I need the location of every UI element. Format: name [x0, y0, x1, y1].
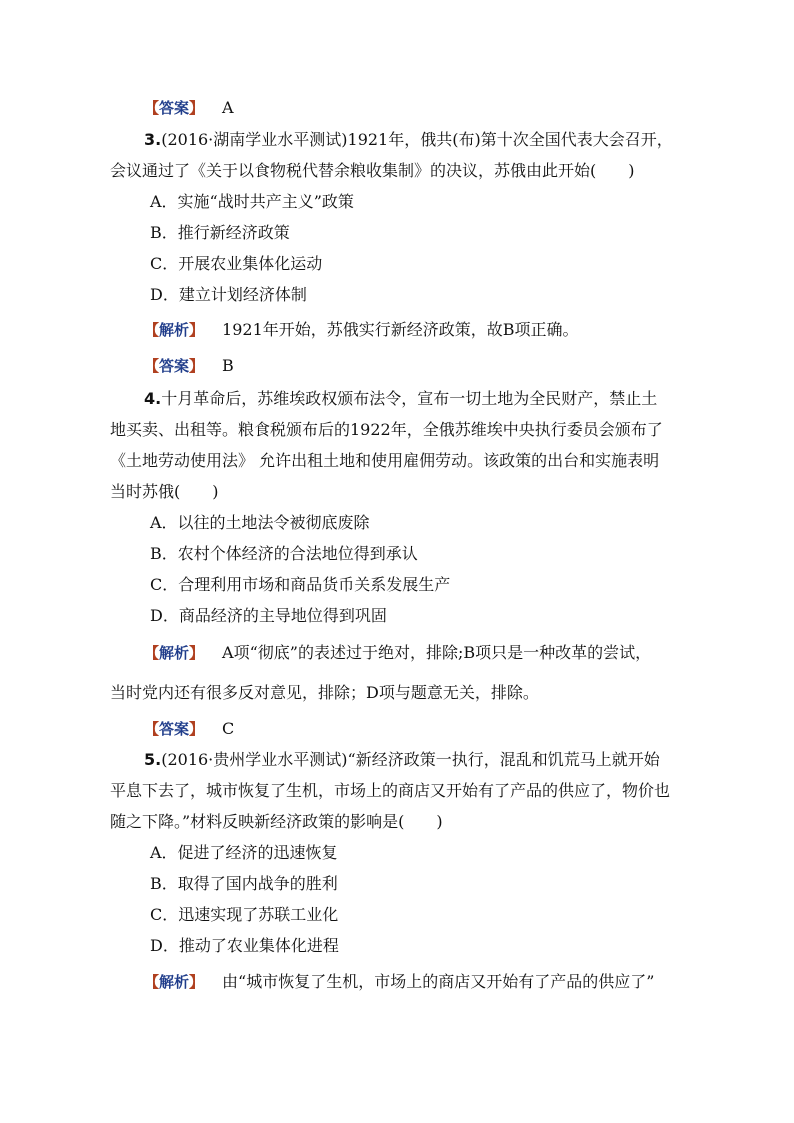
option-d: D．建立计划经济体制: [150, 285, 307, 304]
answer-label: 答案: [159, 99, 190, 117]
question-text: (2016·贵州学业水平测试)“新经济政策一执行，混乱和饥荒马上就开始: [161, 750, 660, 769]
question-text: (2016·湖南学业水平测试)1921年，俄共(布)第十次全国代表大会召开，: [161, 130, 673, 149]
option-b: B．取得了国内战争的胜利: [150, 874, 338, 893]
answer-label: 答案: [159, 357, 190, 375]
question-3-line-1: [144, 130, 724, 150]
question-number: 5.: [144, 750, 162, 769]
answer-value: C: [222, 719, 235, 738]
analysis-line: 【解析】 1921年开始，苏俄实行新经济政策，故B项正确。: [144, 320, 579, 339]
answer-line: [144, 98, 724, 118]
analysis-text: A项“彻底”的表述过于绝对，排除;B项只是一种改革的尝试，: [222, 643, 652, 662]
option-b: B．农村个体经济的合法地位得到承认: [150, 544, 418, 563]
question-3-line-2: 会议通过了《关于以食物税代替余粮收集制》的决议，苏俄由此开始( ): [110, 161, 635, 180]
analysis-text: 1921年开始，苏俄实行新经济政策，故B项正确。: [222, 320, 579, 339]
question-4-line-3: 《土地劳动使用法》 允许出租土地和使用雇佣劳动。该政策的出台和实施表明: [110, 451, 660, 470]
option-b: B．推行新经济政策: [150, 223, 290, 242]
question-text: 十月革命后，苏维埃政权颁布法令，宣布一切土地为全民财产，禁止土: [161, 389, 658, 408]
question-5-line-3: 随之下降。”材料反映新经济政策的影响是( ): [110, 812, 443, 831]
bracket-left: 【: [144, 99, 160, 117]
option-c: C．迅速实现了苏联工业化: [150, 905, 339, 924]
answer-value: B: [222, 356, 234, 375]
option-c: C．开展农业集体化运动: [150, 254, 323, 273]
analysis-line: 【解析】 A项“彻底”的表述过于绝对，排除;B项只是一种改革的尝试，: [144, 643, 652, 662]
option-a: A．实施“战时共产主义”政策: [150, 192, 354, 211]
question-5-line-2: 平息下去了，城市恢复了生机，市场上的商店又开始有了产品的供应了，物价也: [110, 781, 671, 800]
option-d: D．商品经济的主导地位得到巩固: [150, 606, 387, 625]
answer-line: 【答案】 B: [144, 356, 234, 375]
answer-label: 答案: [159, 720, 190, 738]
analysis-label: 解析: [159, 973, 190, 991]
analysis-line: 【解析】 由“城市恢复了生机，市场上的商店又开始有了产品的供应了”: [144, 972, 655, 991]
analysis-label: 解析: [159, 644, 190, 662]
analysis-text: 由“城市恢复了生机，市场上的商店又开始有了产品的供应了”: [222, 972, 655, 991]
answer-line: 【答案】 C: [144, 719, 235, 738]
option-a: A．以往的土地法令被彻底废除: [150, 513, 370, 532]
bracket-right: 】: [189, 99, 205, 117]
option-d: D．推动了农业集体化进程: [150, 936, 339, 955]
option-c: C．合理利用市场和商品货币关系发展生产: [150, 575, 451, 594]
option-a: A．促进了经济的迅速恢复: [150, 843, 338, 862]
analysis-continuation: 当时党内还有很多反对意见，排除；D项与题意无关，排除。: [110, 683, 539, 702]
question-number: 4.: [144, 389, 162, 408]
question-4-line-2: 地买卖、出租等。粮食税颁布后的1922年，全俄苏维埃中央执行委员会颁布了: [110, 420, 663, 439]
question-5-line-1: [144, 750, 724, 770]
analysis-label: 解析: [159, 321, 190, 339]
answer-value: A: [222, 98, 234, 117]
question-number: 3.: [144, 130, 162, 149]
question-4-line-1: [144, 389, 724, 409]
question-4-line-4: 当时苏俄( ): [110, 482, 219, 501]
